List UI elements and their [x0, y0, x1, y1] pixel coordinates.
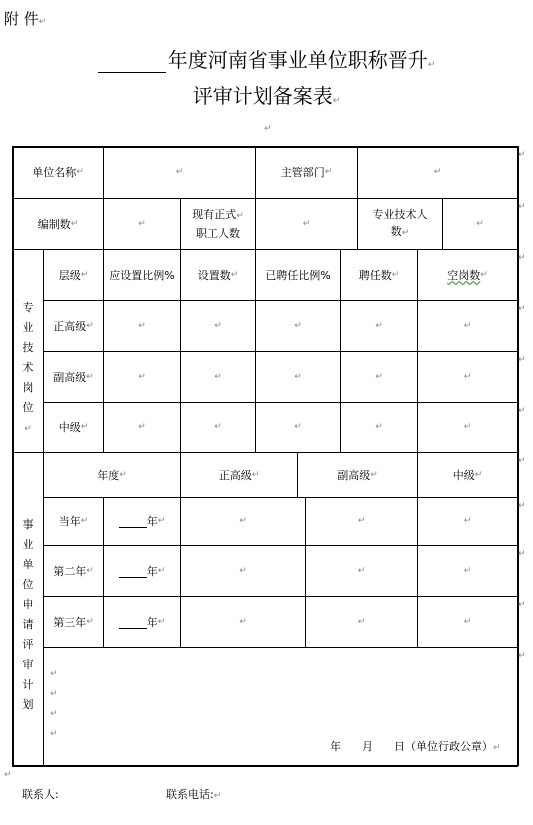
s2-cell[interactable]: ↵ [463, 565, 472, 576]
s1-cell[interactable]: ↵ [375, 320, 383, 331]
s1-cell[interactable]: ↵ [463, 371, 472, 382]
s1-cell[interactable]: ↵ [375, 371, 383, 382]
title-line-1: 年度河南省事业单位职称晋升↵ [0, 44, 533, 73]
row-mark: ↵ [518, 150, 526, 160]
s2-row-label: 当年 ↵ [58, 515, 89, 528]
row-mark: ↵ [518, 304, 526, 314]
s2-cell[interactable]: ↵ [239, 516, 247, 526]
s1-header-hired-ratio: 已聘任比例% [265, 268, 331, 282]
s1-row-label: 中级 ↵ [58, 421, 89, 434]
s1-cell[interactable]: ↵ [294, 422, 302, 432]
row-mark: ↵ [518, 501, 526, 511]
s1-header-set-ratio: 应设置比例% [109, 268, 175, 282]
s2-row-label: 第三年 ↵ [53, 615, 94, 629]
s1-cell[interactable]: ↵ [214, 320, 222, 331]
row-mark: ↵ [518, 456, 526, 466]
s2-cell[interactable]: ↵ [463, 516, 472, 526]
return-mark: ↵ [264, 124, 272, 134]
s1-header-vacant: 空岗数 ↵ [447, 268, 488, 282]
s1-cell[interactable]: ↵ [463, 320, 472, 331]
tech-count-field[interactable]: ↵ [476, 218, 484, 229]
contact-person-label: 联系人: [22, 788, 59, 801]
s2-year-field[interactable]: 年 ↵ [104, 597, 180, 647]
section1-side-label: 专 业 技 术 岗 位 ↵ [22, 301, 34, 434]
s1-header-set-count: 设置数 ↵ [197, 268, 239, 282]
unit-name-label: 单位名称 ↵ [32, 166, 84, 179]
s2-cell[interactable]: ↵ [357, 616, 366, 627]
s1-cell[interactable]: ↵ [294, 371, 302, 382]
s1-cell[interactable]: ↵ [138, 371, 146, 382]
s1-cell[interactable]: ↵ [214, 422, 222, 432]
section2-side-label: 事 业 单 位 申 请 评 审 计 划 [22, 518, 34, 711]
s1-cell[interactable]: ↵ [138, 422, 146, 432]
unit-name-field[interactable]: ↵ [175, 167, 184, 177]
s2-cell[interactable]: ↵ [239, 616, 247, 627]
return-mark: ↵ [4, 770, 12, 780]
s2-row-label: 第二年 ↵ [53, 564, 94, 578]
s1-header-level: 层级 ↵ [58, 268, 89, 282]
row-mark: ↵ [518, 253, 526, 263]
s1-row-label: 正高级 ↵ [53, 319, 94, 333]
quota-label: 编制数 ↵ [37, 217, 79, 231]
dept-field[interactable]: ↵ [433, 167, 442, 177]
row-mark: ↵ [518, 406, 526, 416]
s2-header-vice-senior: 副高级 ↵ [337, 468, 378, 482]
s2-cell[interactable]: ↵ [357, 516, 366, 526]
title-line-2: 评审计划备案表↵ [192, 84, 341, 108]
s1-cell[interactable]: ↵ [138, 320, 146, 331]
quota-field[interactable]: ↵ [138, 218, 146, 229]
row-mark: ↵ [518, 549, 526, 559]
s1-header-hired-count: 聘任数 ↵ [358, 268, 400, 282]
s1-cell[interactable]: ↵ [375, 422, 383, 432]
s1-row-label: 副高级 ↵ [53, 370, 94, 384]
s2-header-intermediate: 中级 ↵ [452, 468, 483, 482]
s2-cell[interactable]: ↵ [463, 616, 472, 627]
s1-cell[interactable]: ↵ [463, 422, 472, 432]
contact-phone-label: 联系电话:↵ [166, 788, 222, 801]
s2-cell[interactable]: ↵ [239, 565, 247, 576]
staff-count-label: 现有正式↵ 职工人数 [192, 208, 244, 240]
tech-count-label: 专业技术人 数↵ [372, 208, 428, 238]
s2-cell[interactable]: ↵ [357, 565, 366, 576]
row-mark: ↵ [518, 600, 526, 610]
s2-header-senior: 正高级 ↵ [218, 468, 260, 482]
row-mark: ↵ [518, 355, 526, 365]
year-blank [98, 52, 166, 73]
row-mark: ↵ [518, 651, 526, 661]
signature-date-stamp: 年 月 日（单位行政公章）↵ [330, 740, 501, 753]
s1-cell[interactable]: ↵ [294, 320, 302, 331]
attachment-label: 附 件↵ [4, 10, 47, 28]
paragraph-marks: ↵ ↵ ↵ ↵ [50, 669, 58, 739]
s2-year-field[interactable]: 年 ↵ [104, 546, 180, 596]
dept-label: 主管部门 ↵ [280, 166, 333, 179]
s1-cell[interactable]: ↵ [214, 371, 222, 382]
row-mark: ↵ [518, 202, 526, 212]
s2-header-year: 年度 ↵ [97, 468, 127, 482]
s2-year-field[interactable]: 年 ↵ [104, 498, 180, 545]
staff-count-field[interactable]: ↵ [302, 218, 311, 229]
